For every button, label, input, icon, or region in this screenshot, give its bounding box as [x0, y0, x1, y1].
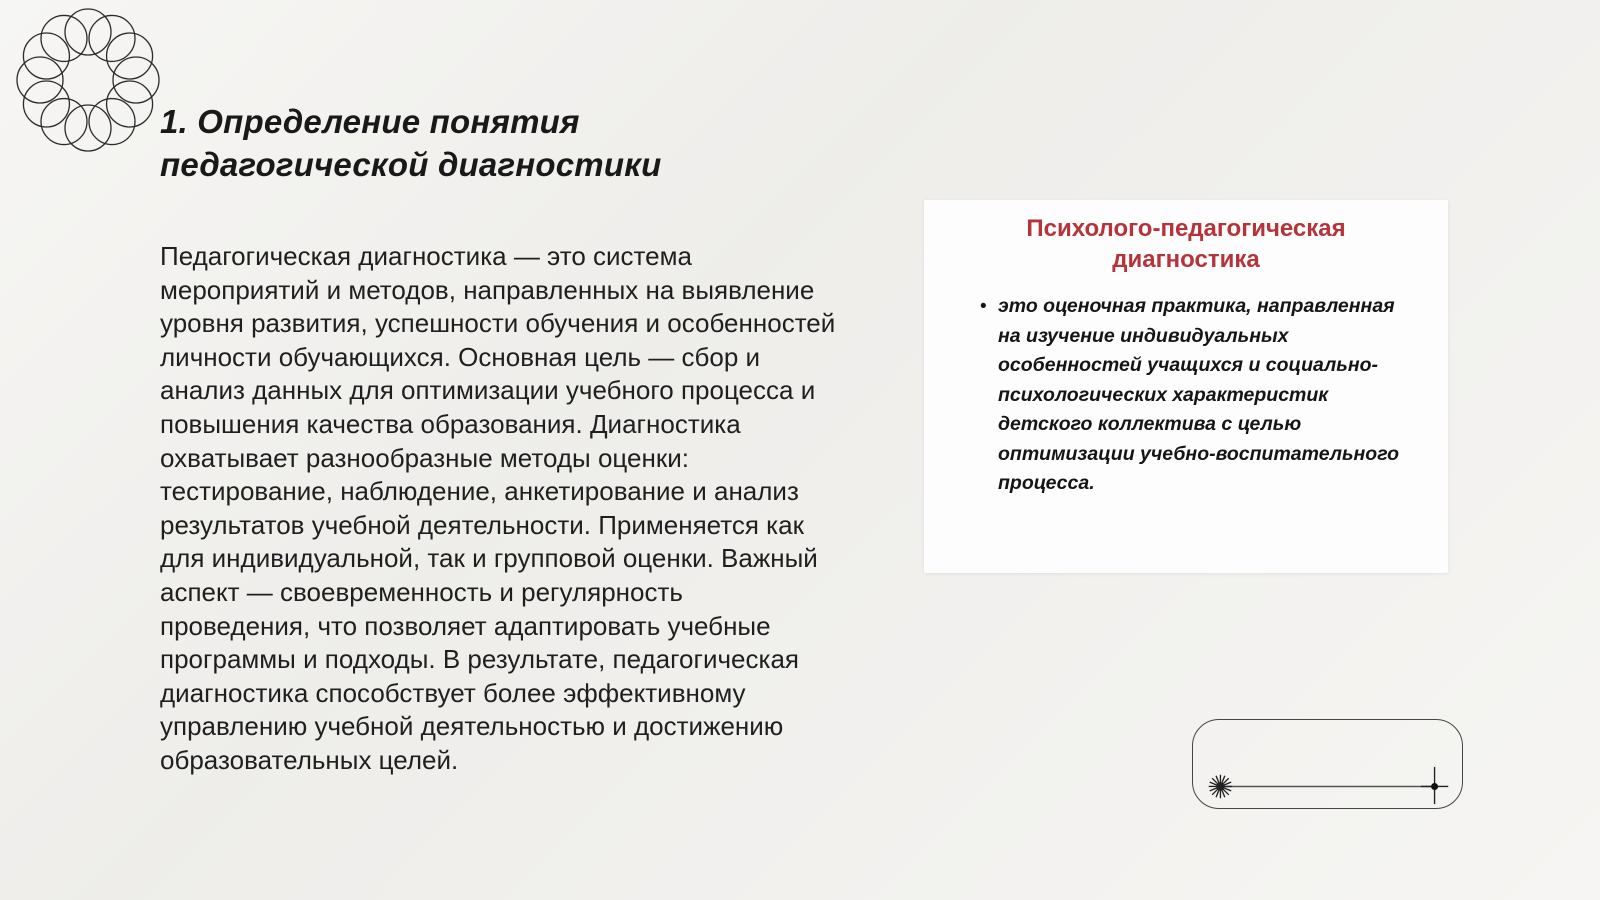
body-paragraph: Педагогическая диагностика — это система мероприятий и методов, направленных на выявление уровня развития, успешности обучения и особенностей личности обучающихся. Основная цель — сбор и анализ данных для оптимизации учебного процесса и повышения качества образования. Диагностика охватывает разнообразные методы оценки: тестирование, наблюдение, анкетирование и анализ результатов учебной деятельности. Применяется как для индивидуальной, так и групповой оценки. Важный аспект — своевременность и регулярность проведения, что позволяет адаптировать учебные программы и подходы. В результате, педагогическая диагностика способствует более эффективному управлению учебной деятельностью и достижению образовательных целей. — [160, 241, 836, 775]
definition-card — [924, 200, 1448, 573]
card-bullet-text: это оценочная практика, направленная на изучение индивидуальных особенностей учащихся и социально-психологических характеристик детского коллектива с целью оптимизации учебно-воспитательного процесса. — [998, 295, 1400, 494]
slide-title — [160, 100, 662, 186]
card-title-line2: диагностика — [1112, 246, 1260, 273]
bullet-icon — [980, 292, 998, 499]
decorative-frame — [1192, 719, 1463, 809]
timeline-decoration — [1193, 720, 1462, 808]
crosshair-icon — [1421, 767, 1448, 804]
spirograph-logo-icon — [12, 4, 164, 156]
card-title-line1: Психолого-педагогическая — [1026, 215, 1346, 242]
starburst-icon — [1209, 775, 1232, 798]
card-bullet-item — [924, 292, 1448, 499]
card-title — [924, 200, 1448, 275]
slide-title-line1: 1. Определение понятия — [160, 103, 580, 140]
slide-title-line2: педагогической диагностики — [160, 146, 662, 183]
